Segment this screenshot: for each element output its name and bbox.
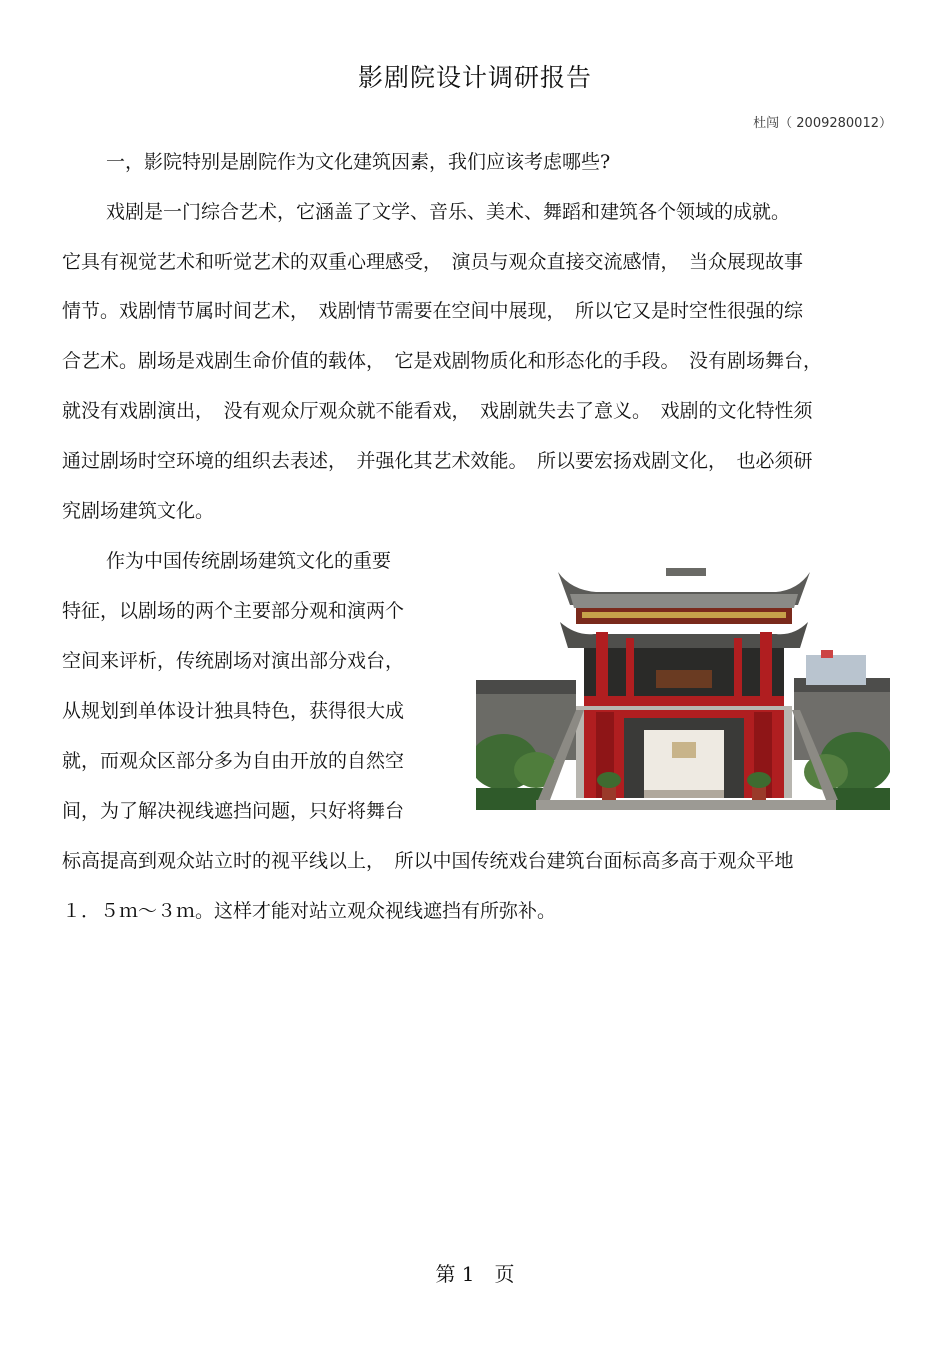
paragraph-line: 究剧场建筑文化。 [62,500,215,522]
paragraph-line: 作为中国传统剧场建筑文化的重要 [106,550,392,572]
paragraph-line: 合艺术。剧场是戏剧生命价值的载体， 它是戏剧物质化和形态化的手段。 没有剧场舞台， [62,350,823,372]
page-number: 第 1 页 [435,1262,515,1286]
paragraph-line: 特征，以剧场的两个主要部分观和演两个 [62,600,405,622]
paragraph-line: 就，而观众区部分多为自由开放的自然空 [62,750,405,772]
paragraph-line: 间，为了解决视线遮挡问题，只好将舞台 [62,800,405,822]
paragraph-line: 就没有戏剧演出， 没有观众厅观众就不能看戏， 戏剧就失去了意义。 戏剧的文化特性须 [62,400,813,422]
paragraph-line: 情节。戏剧情节属时间艺术， 戏剧情节需要在空间中展现， 所以它又是时空性很强的综 [62,300,804,322]
section-question: 一，影院特别是剧院作为文化建筑因素，我们应该考虑哪些? [106,151,611,173]
paragraph-line: 戏剧是一门综合艺术，它涵盖了文学、音乐、美术、舞蹈和建筑各个领域的成就。 [106,201,791,223]
paragraph-line: 从规划到单体设计独具特色，获得很大成 [62,700,405,722]
document-title: 影剧院设计调研报告 [357,63,592,92]
paragraph-line: １．５ｍ～３ｍ。这样才能对站立观众视线遮挡有所弥补。 [62,900,557,922]
paragraph-line: 它具有视觉艺术和听觉艺术的双重心理感受， 演员与观众直接交流感情， 当众展现故事 [62,251,804,273]
author-line: 杜闯（ 2009280012） [753,116,892,131]
theatre-stage-photo [476,550,890,810]
paragraph-line: 通过剧场时空环境的组织去表述， 并强化其艺术效能。 所以要宏扬戏剧文化， 也必须研 [62,450,813,472]
paragraph-line: 标高提高到观众站立时的视平线以上， 所以中国传统戏台建筑台面标高多高于观众平地 [62,850,794,872]
paragraph-line: 空间来评析，传统剧场对演出部分戏台， [62,650,405,672]
